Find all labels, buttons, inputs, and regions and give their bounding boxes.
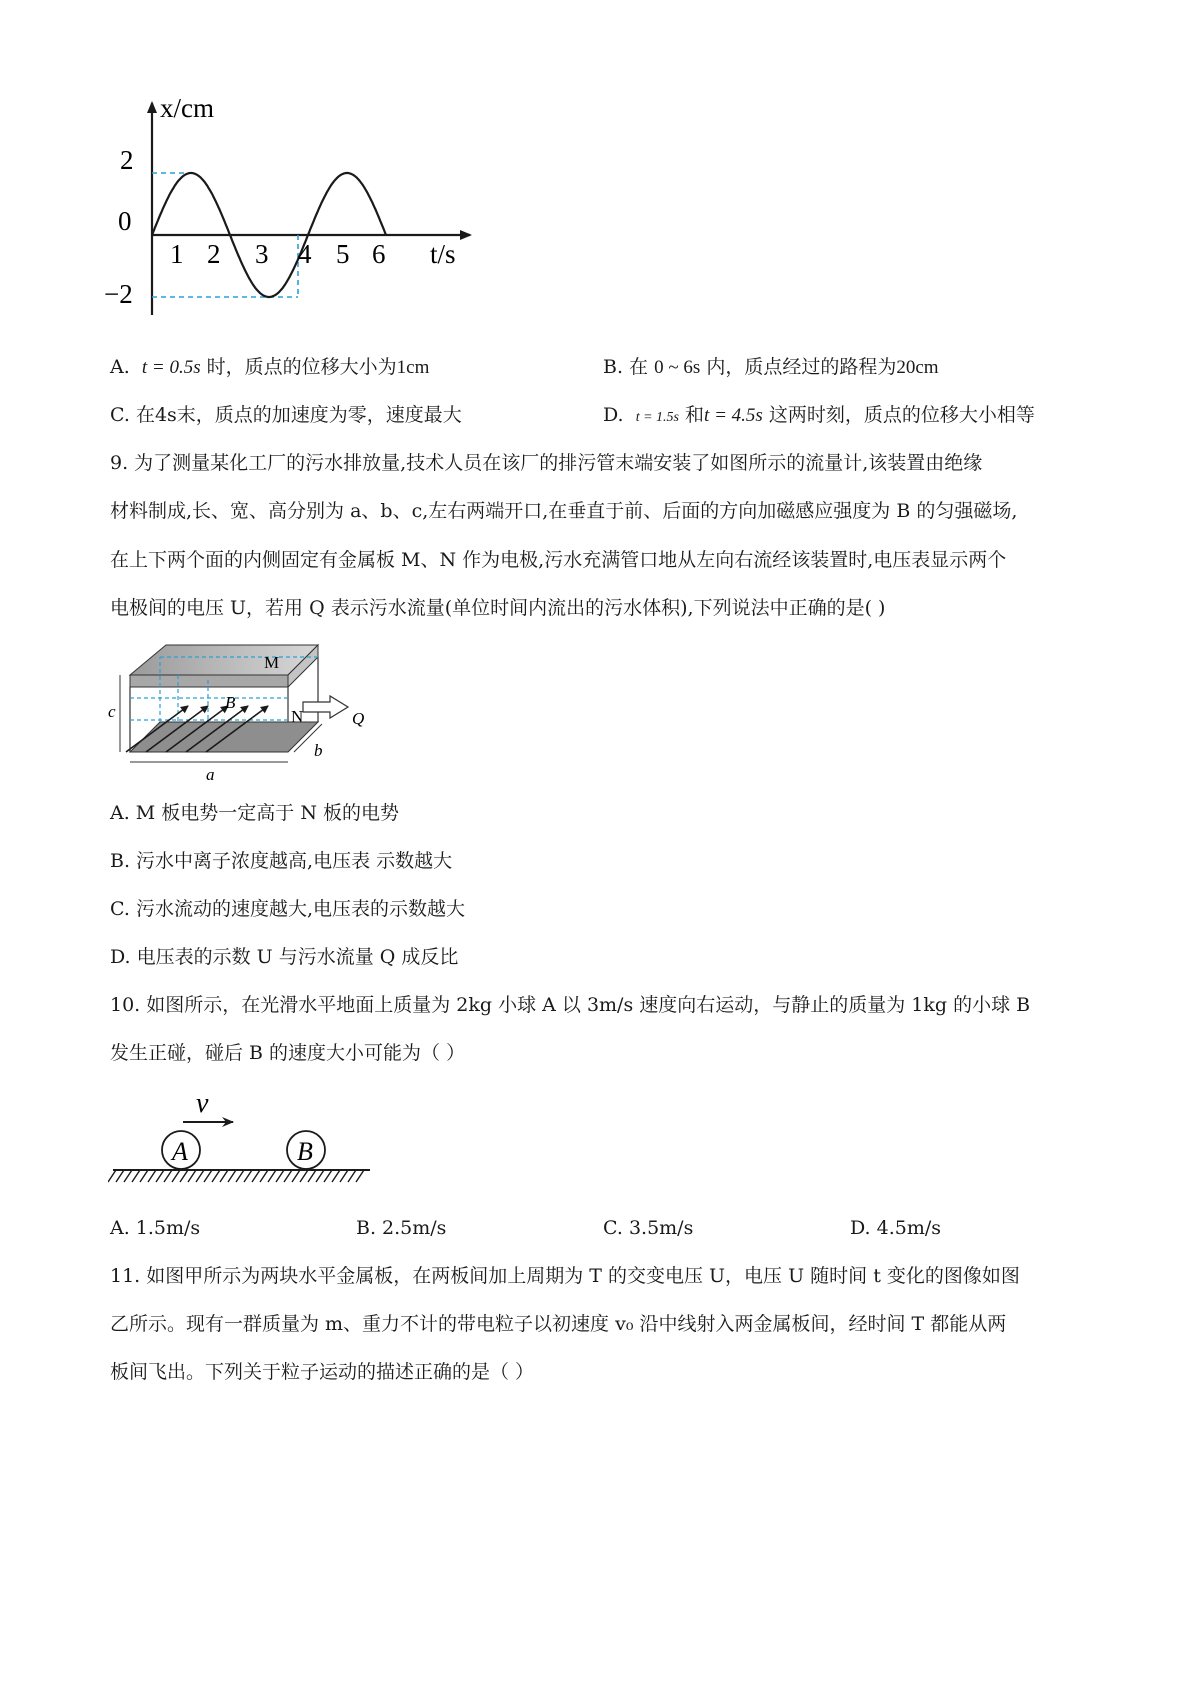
hatch-mark bbox=[268, 1170, 276, 1182]
label-b-field: B bbox=[225, 693, 236, 712]
hatch-mark bbox=[356, 1170, 364, 1182]
hatch-mark bbox=[308, 1170, 316, 1182]
hatch-mark bbox=[212, 1170, 220, 1182]
hatch-mark bbox=[172, 1170, 180, 1182]
ground-hatch bbox=[108, 1170, 364, 1182]
hatch-mark bbox=[220, 1170, 228, 1182]
hatch-mark bbox=[204, 1170, 212, 1182]
label-m: M bbox=[264, 653, 280, 672]
label-c: c bbox=[108, 702, 116, 721]
x-tick-label-2: 2 bbox=[207, 239, 221, 269]
q8-option-b[interactable]: B. 在 0 ~ 6s 内，质点经过的路程为20cm bbox=[603, 356, 939, 378]
hatch-mark bbox=[276, 1170, 284, 1182]
label-b: b bbox=[314, 741, 323, 760]
q11-text-line-2: 乙所示。现有一群质量为 m、重力不计的带电粒子以初速度 v₀ 沿中线射入两金属板间，经时间 T 都能从两 bbox=[110, 1313, 1007, 1335]
origin-label: 0 bbox=[118, 206, 132, 236]
hatch-mark bbox=[300, 1170, 308, 1182]
q10-text-line-1: 10. 如图所示，在光滑水平地面上质量为 2kg 小球 A 以 3m/s 速度向右运动，与静止的质量为 1kg 的小球 B bbox=[110, 994, 1031, 1016]
hatch-mark bbox=[236, 1170, 244, 1182]
hatch-mark bbox=[132, 1170, 140, 1182]
velocity-label: v bbox=[196, 1088, 209, 1119]
q9-option-d[interactable]: D. 电压表的示数 U 与污水流量 Q 成反比 bbox=[110, 946, 459, 968]
q10-option-d[interactable]: D. 4.5m/s bbox=[850, 1217, 942, 1239]
hatch-mark bbox=[228, 1170, 236, 1182]
q9-text-line-2: 材料制成,长、宽、高分别为 a、b、c,左右两端开口,在垂直于前、后面的方向加磁感应强度为 B 的匀强磁场, bbox=[110, 500, 1018, 522]
y-tick-label-2: 2 bbox=[120, 145, 134, 175]
q8-option-c[interactable]: C. 在4s末，质点的加速度为零，速度最大 bbox=[110, 404, 462, 426]
hatch-mark bbox=[124, 1170, 132, 1182]
hatch-mark bbox=[116, 1170, 124, 1182]
x-axis-label: t/s bbox=[430, 239, 456, 269]
q9-text-line-1: 9. 为了测量某化工厂的污水排放量,技术人员在该厂的排污管末端安装了如图所示的流量计,该装置由绝缘 bbox=[110, 452, 983, 474]
q8-option-d[interactable]: D. t = 1.5s 和t = 4.5s 这两时刻，质点的位移大小相等 bbox=[603, 404, 1035, 426]
hatch-mark bbox=[188, 1170, 196, 1182]
plate-n bbox=[130, 722, 318, 752]
flow-arrow bbox=[303, 696, 348, 718]
q9-text-line-3: 在上下两个面的内侧固定有金属板 M、N 作为电极,污水充满管口地从左向右流经该装置时,电压表显示两个 bbox=[110, 549, 1007, 571]
q9-option-b[interactable]: B. 污水中离子浓度越高,电压表 示数越大 bbox=[110, 850, 453, 872]
flowmeter-diagram bbox=[108, 640, 388, 785]
x-tick-label-6: 6 bbox=[372, 239, 386, 269]
ball-a-label: A bbox=[172, 1137, 188, 1166]
x-tick-label-3: 3 bbox=[255, 239, 269, 269]
label-n: N bbox=[291, 707, 304, 726]
x-tick-label-5: 5 bbox=[336, 239, 350, 269]
y-tick-label-neg2: −2 bbox=[104, 279, 133, 309]
hatch-mark bbox=[196, 1170, 204, 1182]
q11-text-line-3: 板间飞出。下列关于粒子运动的描述正确的是（ ） bbox=[110, 1361, 535, 1383]
x-tick-label-4: 4 bbox=[298, 239, 312, 269]
q10-text-line-2: 发生正碰，碰后 B 的速度大小可能为（ ） bbox=[110, 1042, 466, 1064]
hatch-mark bbox=[316, 1170, 324, 1182]
hatch-mark bbox=[156, 1170, 164, 1182]
hatch-mark bbox=[348, 1170, 356, 1182]
q9-option-c[interactable]: C. 污水流动的速度越大,电压表的示数越大 bbox=[110, 898, 465, 920]
hatch-mark bbox=[252, 1170, 260, 1182]
hatch-mark bbox=[260, 1170, 268, 1182]
hatch-mark bbox=[164, 1170, 172, 1182]
hatch-mark bbox=[292, 1170, 300, 1182]
hatch-mark bbox=[324, 1170, 332, 1182]
hatch-mark bbox=[140, 1170, 148, 1182]
label-a: a bbox=[206, 765, 215, 784]
collision-diagram bbox=[108, 1082, 378, 1192]
hatch-mark bbox=[284, 1170, 292, 1182]
plate-m-top bbox=[130, 645, 318, 675]
q10-option-b[interactable]: B. 2.5m/s bbox=[356, 1217, 447, 1239]
x-tick-label-1: 1 bbox=[170, 239, 184, 269]
plate-m-front bbox=[130, 675, 288, 687]
label-q: Q bbox=[352, 709, 365, 728]
q8-option-a[interactable]: A. t = 0.5s 时，质点的位移大小为1cm bbox=[110, 356, 430, 378]
q9-option-a[interactable]: A. M 板电势一定高于 N 板的电势 bbox=[110, 802, 399, 824]
displacement-time-graph bbox=[100, 95, 480, 345]
q10-option-c[interactable]: C. 3.5m/s bbox=[603, 1217, 694, 1239]
q9-text-line-4: 电极间的电压 U，若用 Q 表示污水流量(单位时间内流出的污水体积),下列说法中正确的是( ) bbox=[110, 597, 886, 619]
hatch-mark bbox=[340, 1170, 348, 1182]
q10-option-a[interactable]: A. 1.5m/s bbox=[110, 1217, 201, 1239]
hatch-mark bbox=[108, 1170, 116, 1182]
hatch-mark bbox=[332, 1170, 340, 1182]
hatch-mark bbox=[180, 1170, 188, 1182]
q11-text-line-1: 11. 如图甲所示为两块水平金属板，在两板间加上周期为 T 的交变电压 U，电压 U 随时间 t 变化的图像如图 bbox=[110, 1265, 1020, 1287]
hatch-mark bbox=[244, 1170, 252, 1182]
hatch-mark bbox=[148, 1170, 156, 1182]
ball-b-label: B bbox=[297, 1137, 313, 1166]
y-axis-label: x/cm bbox=[160, 95, 214, 123]
